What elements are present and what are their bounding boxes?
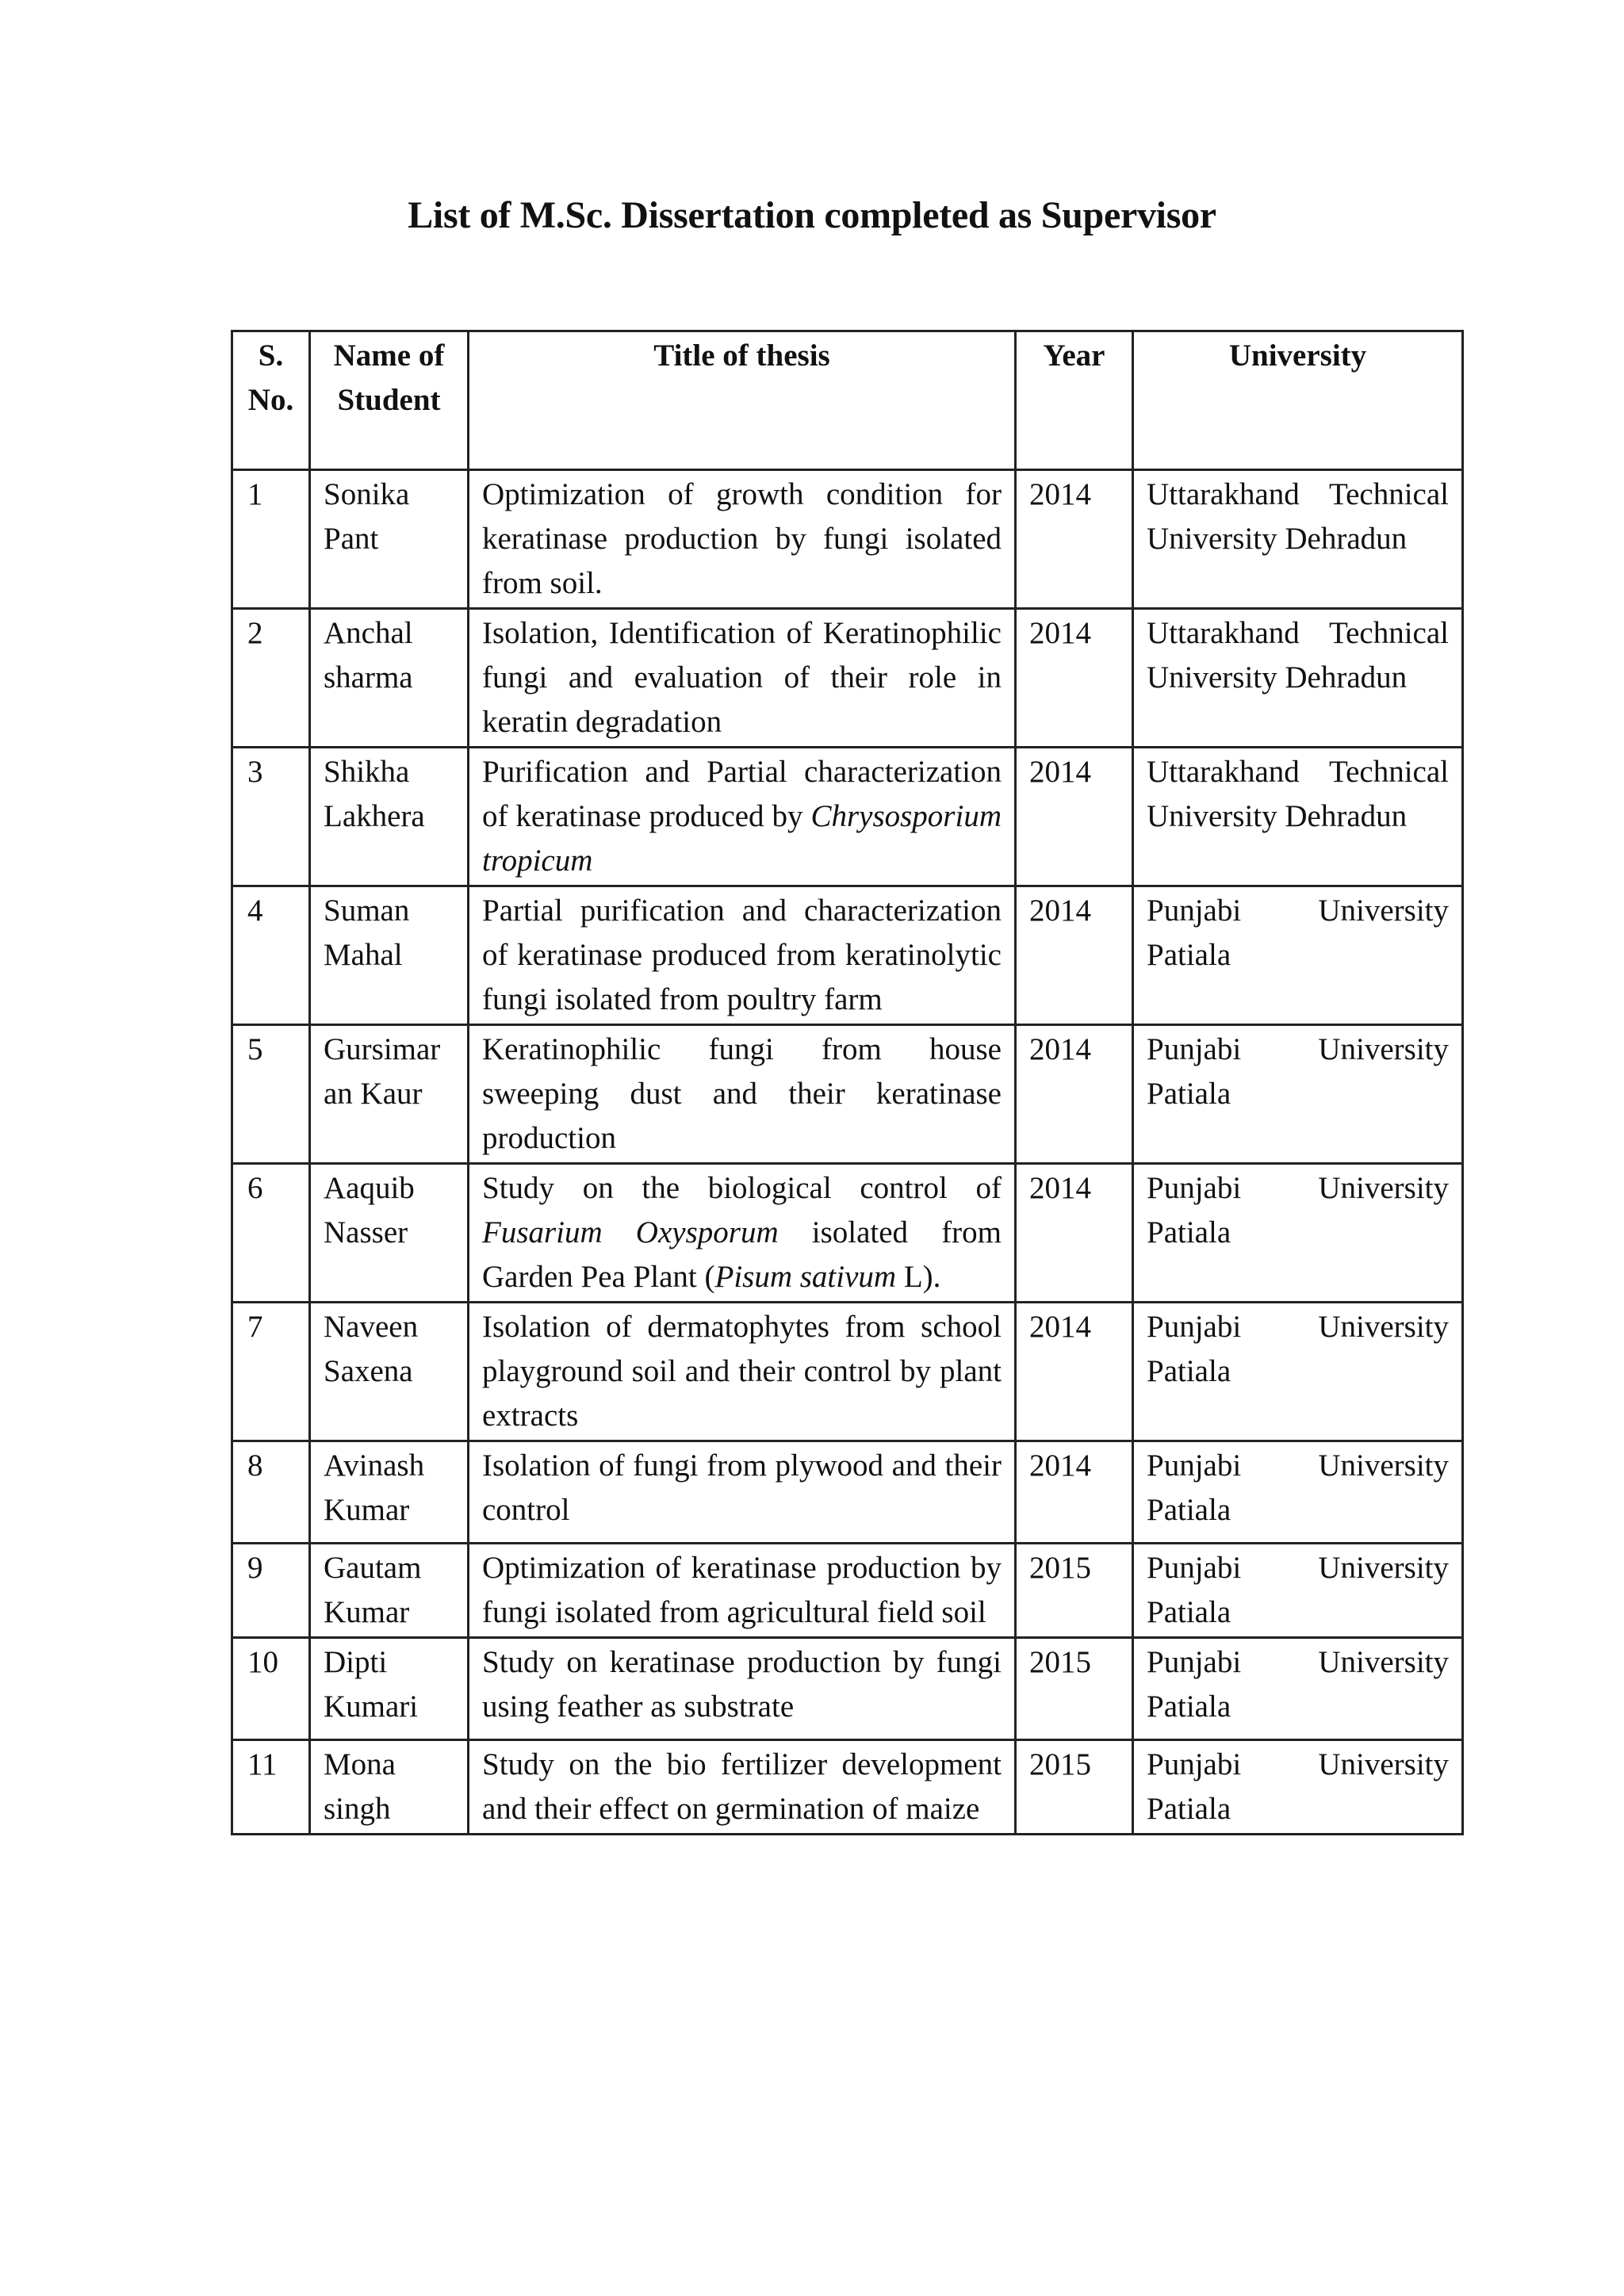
- table-row: [232, 748, 1463, 886]
- table-row: [232, 1544, 1463, 1638]
- page-title: List of M.Sc. Dissertation completed as Supervisor: [408, 194, 1216, 236]
- table-row: [232, 470, 1463, 609]
- table-row: [232, 1164, 1463, 1303]
- header-sno: S. No.: [232, 331, 310, 470]
- cell-thesis-title: Isolation, Identification of Keratinophilic fungi and evaluation of their role in keratin degradation: [469, 609, 1016, 748]
- table-row: [232, 609, 1463, 748]
- cell-sno: 9: [232, 1544, 310, 1638]
- table-header-row: [232, 331, 1463, 470]
- header-name: Name of Student: [310, 331, 469, 470]
- cell-student-name: Dipti Kumari: [310, 1638, 469, 1740]
- cell-year: 2014: [1016, 1303, 1133, 1441]
- cell-university: Uttarakhand Technical University Dehradun: [1133, 748, 1463, 886]
- cell-thesis-title: Optimization of keratinase production by fungi isolated from agricultural field soil: [469, 1544, 1016, 1638]
- cell-thesis-title: Optimization of growth condition for keratinase production by fungi isolated from soil.: [469, 470, 1016, 609]
- cell-thesis-title: Isolation of dermatophytes from school playground soil and their control by plant extracts: [469, 1303, 1016, 1441]
- header-university: University: [1133, 331, 1463, 470]
- table-row: [232, 1638, 1463, 1740]
- cell-student-name: Aaquib Nasser: [310, 1164, 469, 1303]
- cell-university: Uttarakhand Technical University Dehradun: [1133, 470, 1463, 609]
- cell-year: 2015: [1016, 1544, 1133, 1638]
- cell-thesis-title: Study on keratinase production by fungi using feather as substrate: [469, 1638, 1016, 1740]
- cell-university: Uttarakhand Technical University Dehradun: [1133, 609, 1463, 748]
- cell-thesis-title: Isolation of fungi from plywood and their control: [469, 1441, 1016, 1544]
- cell-university: Punjabi University Patiala: [1133, 1164, 1463, 1303]
- cell-sno: 6: [232, 1164, 310, 1303]
- cell-year: 2014: [1016, 609, 1133, 748]
- cell-thesis-title: Study on the biological control of Fusarium Oxysporum isolated from Garden Pea Plant (Pisum sativum L).: [469, 1164, 1016, 1303]
- cell-university: Punjabi University Patiala: [1133, 1740, 1463, 1835]
- cell-student-name: Naveen Saxena: [310, 1303, 469, 1441]
- cell-university: Punjabi University Patiala: [1133, 1025, 1463, 1164]
- cell-student-name: Shikha Lakhera: [310, 748, 469, 886]
- cell-year: 2014: [1016, 1164, 1133, 1303]
- cell-year: 2015: [1016, 1740, 1133, 1835]
- cell-sno: 5: [232, 1025, 310, 1164]
- cell-student-name: Anchal sharma: [310, 609, 469, 748]
- cell-thesis-title: Partial purification and characterization of keratinase produced from keratinolytic fungi isolated from poultry farm: [469, 886, 1016, 1025]
- header-title: Title of thesis: [469, 331, 1016, 470]
- cell-year: 2015: [1016, 1638, 1133, 1740]
- cell-student-name: Gursimar an Kaur: [310, 1025, 469, 1164]
- table-row: [232, 886, 1463, 1025]
- header-year: Year: [1016, 331, 1133, 470]
- cell-student-name: Suman Mahal: [310, 886, 469, 1025]
- cell-sno: 4: [232, 886, 310, 1025]
- cell-year: 2014: [1016, 886, 1133, 1025]
- cell-sno: 8: [232, 1441, 310, 1544]
- cell-university: Punjabi University Patiala: [1133, 1544, 1463, 1638]
- cell-sno: 1: [232, 470, 310, 609]
- cell-year: 2014: [1016, 1441, 1133, 1544]
- cell-year: 2014: [1016, 470, 1133, 609]
- cell-student-name: Mona singh: [310, 1740, 469, 1835]
- cell-sno: 10: [232, 1638, 310, 1740]
- cell-thesis-title: Keratinophilic fungi from house sweeping dust and their keratinase production: [469, 1025, 1016, 1164]
- cell-sno: 11: [232, 1740, 310, 1835]
- cell-university: Punjabi University Patiala: [1133, 886, 1463, 1025]
- cell-sno: 7: [232, 1303, 310, 1441]
- cell-university: Punjabi University Patiala: [1133, 1638, 1463, 1740]
- cell-university: Punjabi University Patiala: [1133, 1441, 1463, 1544]
- dissertation-table: [231, 330, 1464, 1835]
- table-row: [232, 1441, 1463, 1544]
- cell-student-name: Sonika Pant: [310, 470, 469, 609]
- cell-student-name: Gautam Kumar: [310, 1544, 469, 1638]
- cell-thesis-title: Study on the bio fertilizer development and their effect on germination of maize: [469, 1740, 1016, 1835]
- table-row: [232, 1025, 1463, 1164]
- table-row: [232, 1740, 1463, 1835]
- cell-year: 2014: [1016, 1025, 1133, 1164]
- cell-university: Punjabi University Patiala: [1133, 1303, 1463, 1441]
- cell-sno: 2: [232, 609, 310, 748]
- cell-student-name: Avinash Kumar: [310, 1441, 469, 1544]
- cell-year: 2014: [1016, 748, 1133, 886]
- table-body: [232, 470, 1463, 1835]
- table-row: [232, 1303, 1463, 1441]
- cell-thesis-title: Purification and Partial characterization of keratinase produced by Chrysosporium tropicum: [469, 748, 1016, 886]
- cell-sno: 3: [232, 748, 310, 886]
